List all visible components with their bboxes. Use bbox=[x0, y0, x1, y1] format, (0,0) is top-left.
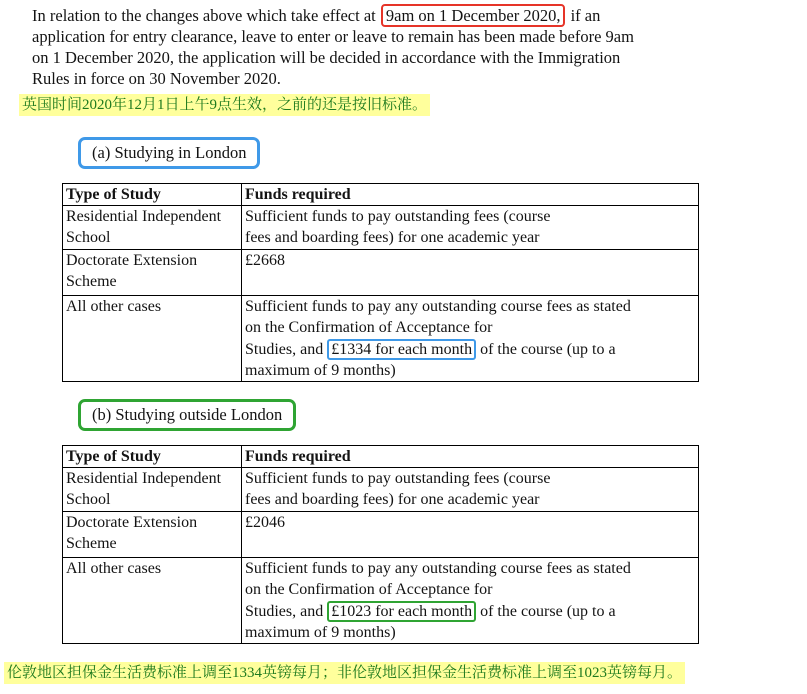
intro-paragraph bbox=[32, 5, 772, 89]
table-row-doctorate bbox=[63, 250, 699, 296]
cell-text: on the Confirmation of Acceptance for bbox=[245, 581, 493, 599]
cell-text: Sufficient funds to pay outstanding fees (course bbox=[245, 208, 551, 226]
cell-funds-residential bbox=[242, 206, 699, 250]
cell-text: of the course (up to a bbox=[480, 602, 616, 620]
cell-funds-other bbox=[242, 558, 699, 644]
intro-text: if an bbox=[570, 6, 601, 25]
cell-type-doctorate bbox=[63, 250, 242, 296]
cell-text: Sufficient funds to pay any outstanding course fees as stated bbox=[245, 560, 631, 578]
cell-type-residential bbox=[63, 468, 242, 512]
table-row-all-other-cases bbox=[63, 558, 699, 644]
header-funds-required: Funds required bbox=[242, 446, 699, 468]
cell-text: fees and boarding fees) for one academic year bbox=[245, 229, 540, 247]
cell-text: School bbox=[66, 229, 111, 247]
cell-text: Scheme bbox=[66, 535, 117, 553]
cell-type-other: All other cases bbox=[63, 296, 242, 382]
cell-type-other: All other cases bbox=[63, 558, 242, 644]
table-row-residential bbox=[63, 468, 699, 512]
section-a-label-box: (a) Studying in London bbox=[78, 137, 260, 169]
header-type-of-study: Type of Study bbox=[63, 446, 242, 468]
cell-text: Residential Independent bbox=[66, 470, 222, 488]
cell-text: School bbox=[66, 491, 111, 509]
cell-funds-doctorate: £2668 bbox=[242, 250, 699, 296]
cell-type-residential bbox=[63, 206, 242, 250]
cell-text: Doctorate Extension bbox=[66, 252, 198, 270]
cell-text: Doctorate Extension bbox=[66, 514, 198, 532]
cell-text: Sufficient funds to pay outstanding fees (course bbox=[245, 470, 551, 488]
table-header-row bbox=[63, 184, 699, 206]
table-row-doctorate bbox=[63, 512, 699, 558]
cell-text bbox=[245, 339, 696, 360]
cell-text: Studies, and bbox=[245, 340, 324, 358]
annotation-top-highlighted: 英国时间2020年12月1日上午9点生效，之前的还是按旧标准。 bbox=[19, 94, 430, 116]
header-funds-required: Funds required bbox=[242, 184, 699, 206]
intro-line-3: on 1 December 2020, the application will be decided in accordance with the Immigration bbox=[32, 48, 621, 67]
cell-text: fees and boarding fees) for one academic year bbox=[245, 491, 540, 509]
monthly-amount-london-blue-box: £1334 for each month bbox=[327, 339, 476, 360]
table-row-all-other-cases bbox=[63, 296, 699, 382]
annotation-bottom-highlighted: 伦敦地区担保金生活费标准上调至1334英镑每月；非伦敦地区担保金生活费标准上调至1023英镑每月。 bbox=[4, 662, 685, 684]
cell-type-doctorate bbox=[63, 512, 242, 558]
section-b-label-box: (b) Studying outside London bbox=[78, 399, 296, 431]
cell-text: Residential Independent bbox=[66, 208, 222, 226]
intro-line-2: application for entry clearance, leave to enter or leave to remain has been made before 9am bbox=[32, 27, 634, 46]
cell-text: of the course (up to a bbox=[480, 340, 616, 358]
effective-date-red-box: 9am on 1 December 2020, bbox=[381, 4, 566, 27]
table-funds-outside-london bbox=[62, 445, 699, 644]
cell-funds-residential bbox=[242, 468, 699, 512]
cell-text: Studies, and bbox=[245, 602, 324, 620]
cell-text: maximum of 9 months) bbox=[245, 623, 396, 641]
intro-line-4: Rules in force on 30 November 2020. bbox=[32, 69, 281, 88]
cell-text: on the Confirmation of Acceptance for bbox=[245, 319, 493, 337]
intro-line-1 bbox=[32, 5, 772, 26]
cell-text: maximum of 9 months) bbox=[245, 361, 396, 379]
cell-funds-other bbox=[242, 296, 699, 382]
header-type-of-study: Type of Study bbox=[63, 184, 242, 206]
intro-text: In relation to the changes above which take effect at bbox=[32, 6, 376, 25]
table-header-row bbox=[63, 446, 699, 468]
table-funds-london bbox=[62, 183, 699, 382]
table-row-residential bbox=[63, 206, 699, 250]
cell-text: Sufficient funds to pay any outstanding course fees as stated bbox=[245, 298, 631, 316]
monthly-amount-outside-green-box: £1023 for each month bbox=[327, 601, 476, 622]
cell-funds-doctorate: £2046 bbox=[242, 512, 699, 558]
cell-text: Scheme bbox=[66, 273, 117, 291]
cell-text bbox=[245, 601, 696, 622]
